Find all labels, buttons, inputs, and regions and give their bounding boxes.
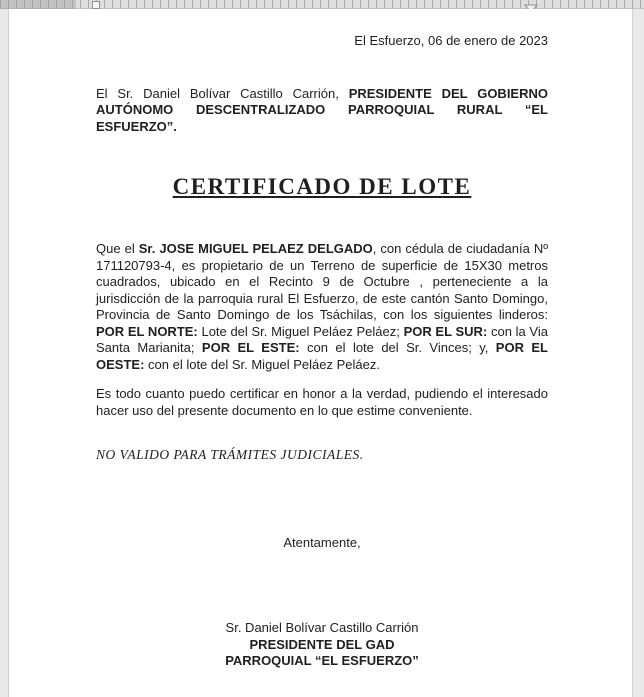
document-title: CERTIFICADO DE LOTE — [172, 174, 472, 199]
signature-role-1: PRESIDENTE DEL GAD — [249, 636, 395, 652]
closing-paragraph: Es todo cuanto puedo certificar en honor a la verdad, pudiendo el interesado hacer uso del presente documento en lo que estime conveniente. — [96, 386, 548, 418]
body-run-0: Que el — [96, 241, 139, 256]
signature-block — [96, 620, 548, 670]
document-page[interactable] — [8, 9, 633, 697]
ruler-left-margin — [0, 0, 76, 9]
notice-line: NO VALIDO PARA TRÁMITES JUDICIALES. — [96, 447, 364, 462]
intro-run-1: PRESIDENTE DEL GOBIERNO AUTÓNOMO DESCENTRALIZADO PARROQUIAL RURAL “EL ESFUERZO”. — [96, 85, 548, 134]
body-run-9: POR EL OESTE: — [96, 340, 549, 372]
body-run-5: POR EL SUR: — [403, 323, 488, 339]
body-run-6: con la Via Santa Marianita; — [96, 323, 548, 355]
body-run-4: Lote del Sr. Miguel Peláez Peláez; — [197, 323, 404, 339]
body-run-2: , con cédula de ciudadanía Nº 171120793-4, es propietario de un Terreno de superficie de 15X30 metros cuadrados, ubicado en el Recinto 9 de Octubre , perteneciente a la jurisdicción de la parroquia rural El Esfuerzo, de este cantón Santo Domingo, Provincia de Santo Domingo de los Tsáchilas, con los siguientes linderos: — [96, 241, 548, 322]
hanging-indent-marker[interactable] — [92, 1, 100, 9]
right-indent-marker[interactable] — [524, 0, 538, 9]
document-content — [9, 9, 632, 670]
intro-paragraph — [96, 86, 548, 136]
body-run-3: POR EL NORTE: — [96, 323, 198, 339]
body-run-7: POR EL ESTE: — [201, 340, 300, 355]
body-run-8: con el lote del Sr. Vinces; y, — [299, 340, 496, 355]
body-paragraph — [96, 241, 548, 373]
ruler — [0, 0, 644, 9]
body-run-10: con el lote del Sr. Miguel Peláez Peláez. — [144, 356, 380, 372]
intro-run-0: El Sr. Daniel Bolívar Castillo Carrión, — [96, 85, 349, 101]
signature-name: Sr. Daniel Bolívar Castillo Carrión — [225, 620, 419, 635]
date-line: El Esfuerzo, 06 de enero de 2023 — [354, 33, 548, 48]
body-run-1: Sr. JOSE MIGUEL PELAEZ DELGADO — [138, 241, 373, 256]
salutation-line: Atentamente, — [283, 534, 361, 550]
signature-role-2: PARROQUIAL “EL ESFUERZO” — [225, 653, 419, 668]
